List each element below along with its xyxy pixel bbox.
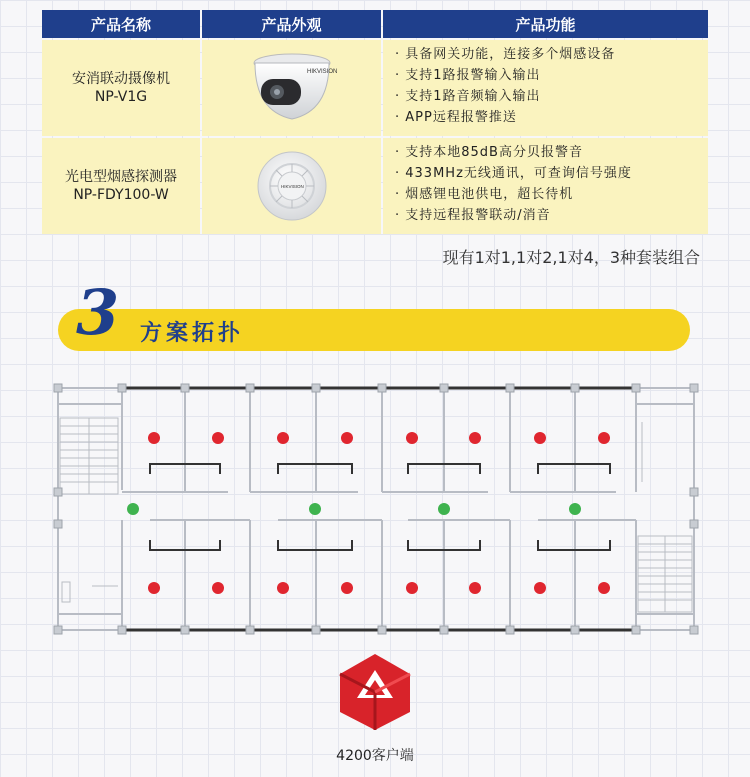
product-name: 安消联动摄像机: [72, 71, 170, 87]
camera-dot: [569, 503, 581, 515]
smoke-detector-dot: [534, 432, 546, 444]
svg-text:HIKVISION: HIKVISION: [280, 184, 304, 189]
client-logo-icon: [335, 652, 415, 732]
feature-line: · 支持1路报警输入输出: [395, 68, 541, 83]
product-model: NP-V1G: [94, 89, 148, 105]
smoke-detector-dot: [469, 432, 481, 444]
section-number: 3: [76, 276, 120, 349]
svg-text:HIKVISION: HIKVISION: [306, 69, 337, 75]
camera-dot: [127, 503, 139, 515]
smoke-detector-dot: [212, 432, 224, 444]
product-model: NP-FDY100-W: [73, 187, 169, 203]
table-row: [42, 40, 708, 136]
product-name-cell: [42, 138, 200, 234]
smoke-detector-dot: [212, 582, 224, 594]
smoke-detector-dot: [469, 582, 481, 594]
smoke-detector-dot: [277, 582, 289, 594]
feature-line: · 烟感锂电池供电，超长待机: [395, 187, 574, 202]
smoke-detector-dot: [148, 582, 160, 594]
table-row: [42, 138, 708, 234]
feature-line: · 具备网关功能，连接多个烟感设备: [395, 47, 616, 62]
feature-line: · APP远程报警推送: [395, 110, 517, 125]
smoke-detector-dot: [598, 432, 610, 444]
smoke-detector-icon: [252, 146, 332, 226]
kit-options-text: 现有1对1,1对2,1对4，3种套装组合: [442, 248, 700, 267]
smoke-detector-dot: [341, 582, 353, 594]
header-function: 产品功能: [383, 10, 708, 38]
smoke-detector-dot: [406, 432, 418, 444]
right-stairs: [638, 422, 692, 612]
product-name-cell: [42, 40, 200, 136]
floor-plan: [0, 370, 750, 650]
product-features-cell: [383, 138, 708, 234]
client-label: 4200客户端: [336, 748, 414, 764]
product-image-cell: [202, 40, 381, 136]
smoke-detector-dot: [277, 432, 289, 444]
camera-dot: [438, 503, 450, 515]
camera-icon: [247, 49, 337, 127]
product-image-cell: [202, 138, 381, 234]
smoke-detector-dot: [341, 432, 353, 444]
header-appearance: 产品外观: [202, 10, 381, 38]
left-stairs: [60, 418, 118, 602]
product-name: 光电型烟感探测器: [65, 169, 177, 185]
smoke-detector-dot: [598, 582, 610, 594]
feature-line: · 支持远程报警联动/消音: [395, 208, 551, 223]
feature-line: · 433MHz无线通讯，可查询信号强度: [395, 166, 632, 181]
header-name: 产品名称: [42, 10, 200, 38]
table-header: [42, 10, 708, 38]
camera-dot: [309, 503, 321, 515]
feature-line: · 支持本地85dB高分贝报警音: [395, 145, 583, 160]
product-table: [42, 10, 708, 234]
smoke-detector-dot: [148, 432, 160, 444]
feature-line: · 支持1路音频输入输出: [395, 89, 541, 104]
smoke-detector-dot: [534, 582, 546, 594]
product-features-cell: [383, 40, 708, 136]
smoke-detector-dot: [406, 582, 418, 594]
section-title: 方案拓扑: [140, 321, 245, 346]
